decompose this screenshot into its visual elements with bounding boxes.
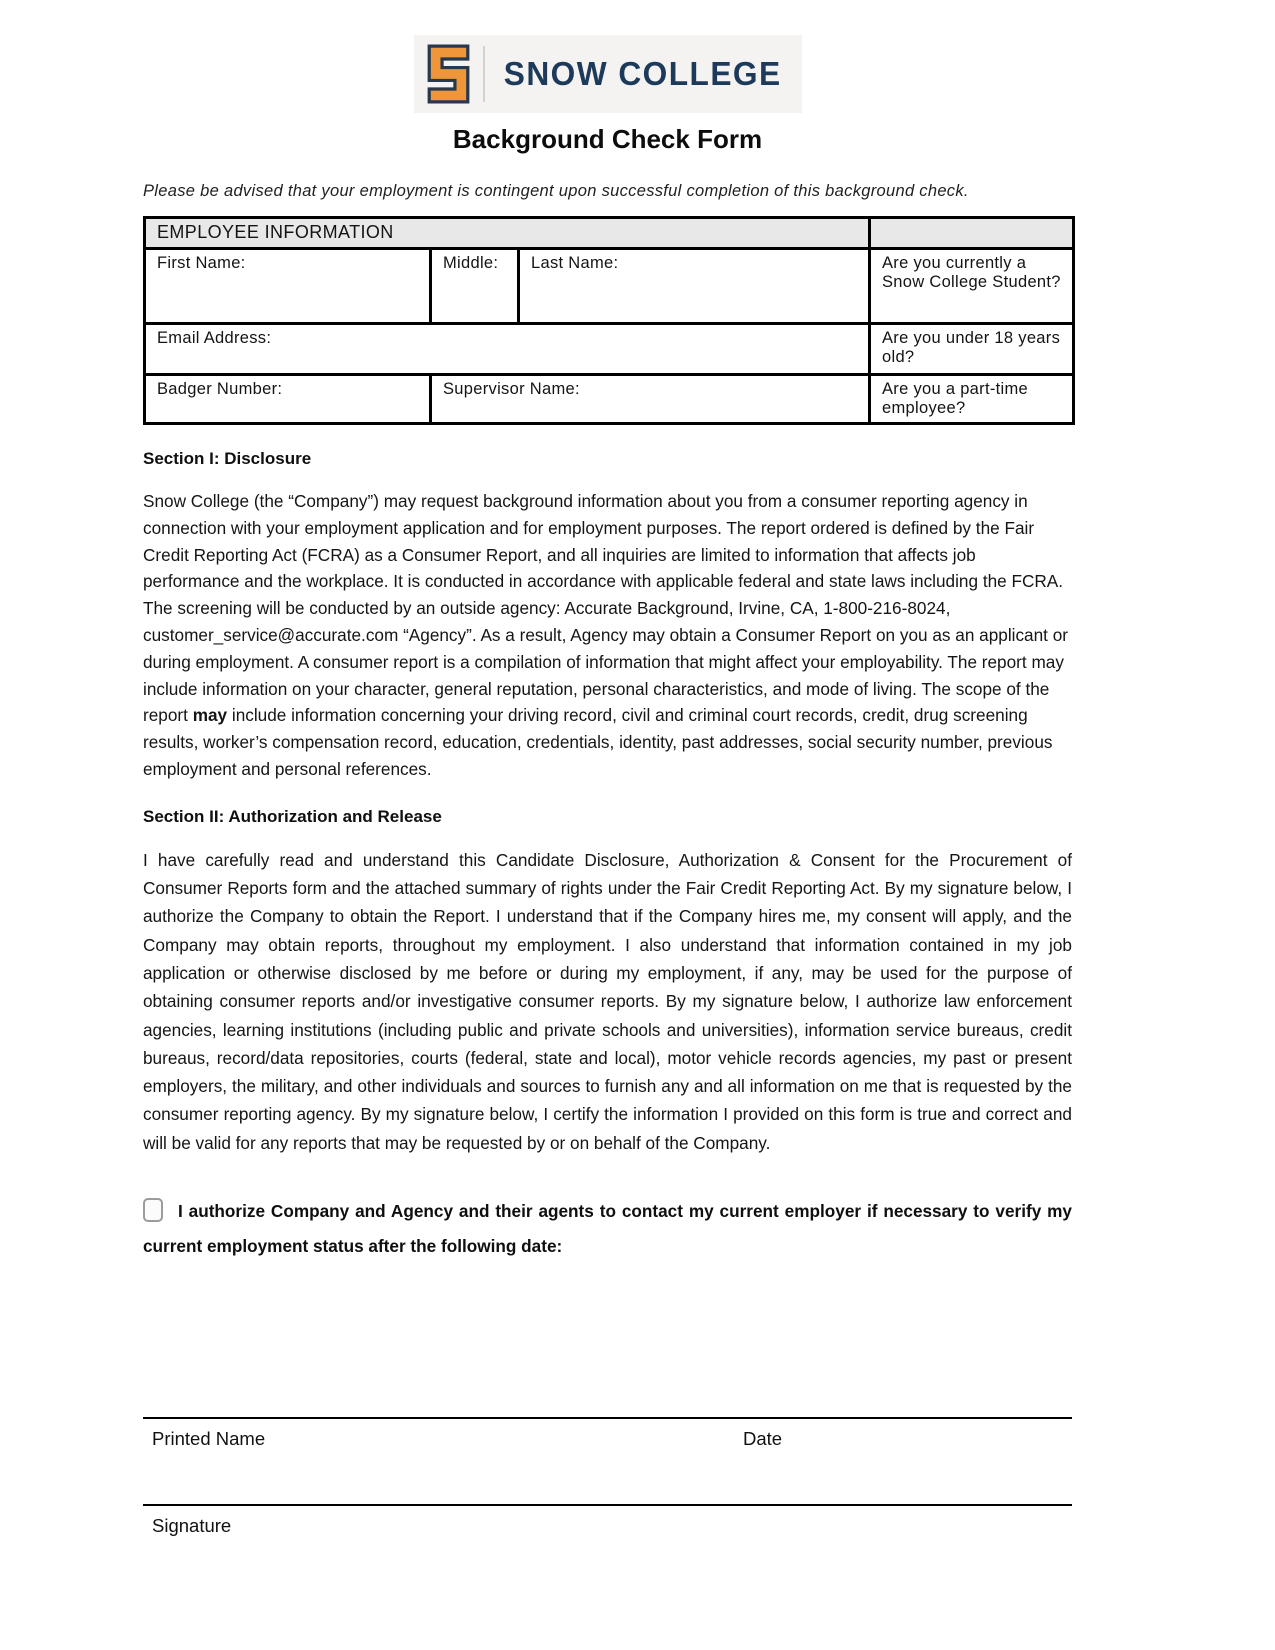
authorization-release-paragraph: I have carefully read and understand this Candidate Disclosure, Authorization & Consent for the Procurement of Consumer Reports form and the attached summary of rights under the Fair Credit Reporting Act. By my signature below, I authorize the Company to obtain the Report. I understand that if the Company hires me, my consent will apply, and the Company may obtain reports, throughout my employment. I also understand that information contained in my job application or otherwise disclosed by me before or during my employment, if any, may be used for the purpose of obtaining consumer reports and/or investigative consumer reports. By my signature below, I authorize law enforcement agencies, learning institutions (including public and private schools and universities), information service bureaus, credit bureaus, record/data repositories, courts (federal, state and local), motor vehicle records agencies, my past or present employers, the military, and other individuals and sources to furnish any and all information on me that is requested by the consumer reporting agency. By my signature below, I certify the information I provided on this form is true and correct and will be valid for any reports that may be requested by or on behalf of the Company. (143, 849, 1072, 1153)
table-row (145, 249, 1074, 324)
first-name-field: First Name: (145, 249, 431, 324)
supervisor-name-field: Supervisor Name: (431, 375, 870, 424)
snow-college-s-icon (427, 44, 470, 104)
disclosure-paragraph: Snow College (the “Company”) may request background information about you from a consumer reporting agency in connection with your employment application and for employment purposes. The report ordered is defined by the Fair Credit Reporting Act (FCRA) as a Consumer Report, and all inquiries are limited to information that affects job performance and the workplace. It is conducted in accordance with applicable federal and state laws including the FCRA. The screening will be conducted by an outside agency: Accurate Background, Irvine, CA, 1-800-216-8024, customer_service@accurate.com “Agency”. As a result, Agency may obtain a Consumer Report on you as an applicant or during employment. A consumer report is a compilation of information that might affect your employability. The report may include information on your character, general reputation, personal characteristics, and mode of living. The scope of the report may include information concerning your driving record, civil and criminal court records, credit, drug screening results, worker’s compensation record, education, credentials, identity, past addresses, social security number, previous employment and personal references. (143, 491, 1069, 779)
logo-wordmark: SNOW COLLEGE (504, 55, 782, 92)
snow-student-question-field: Are you currently a Snow College Student? (870, 249, 1074, 324)
signature-section (143, 1417, 1072, 1546)
last-name-field: Last Name: (519, 249, 870, 324)
page-title: Background Check Form (452, 124, 763, 154)
section2-heading: Section II: Authorization and Release (143, 806, 442, 826)
section1-heading: Section I: Disclosure (143, 449, 312, 468)
part-time-question-field: Are you a part-time employee? (870, 375, 1074, 424)
email-address-field: Email Address: (145, 324, 870, 375)
table-row (145, 324, 1074, 375)
signature-label: Signature (152, 1515, 232, 1536)
middle-name-field: Middle: (431, 249, 519, 324)
table-row (145, 375, 1074, 424)
badger-number-field: Badger Number: (145, 375, 431, 424)
employee-information-header-cell: EMPLOYEE INFORMATION (145, 218, 870, 249)
employer-contact-authorization (143, 1194, 1072, 1264)
contingency-notice: Please be advised that your employment is contingent upon successful completion of this background check. (143, 182, 969, 200)
snow-college-logo (414, 35, 802, 113)
printed-name-label: Printed Name (152, 1428, 266, 1449)
logo-divider (483, 46, 485, 102)
employee-information-table (143, 216, 1075, 425)
table-header-row (145, 218, 1074, 249)
authorize-contact-checkbox[interactable] (143, 1198, 163, 1222)
authorize-contact-label: I authorize Company and Agency and their agents to contact my current employer if necessary to verify my current employment status after the following date: (143, 1201, 1072, 1257)
date-label: Date (743, 1428, 783, 1449)
header-right-empty-cell (870, 218, 1074, 249)
under-18-question-field: Are you under 18 years old? (870, 324, 1074, 375)
